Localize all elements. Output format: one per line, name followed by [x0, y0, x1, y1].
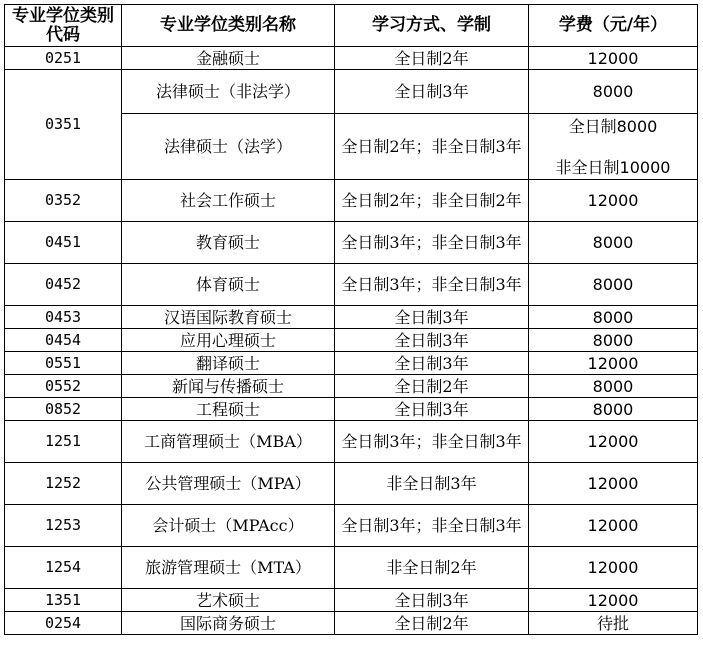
fee-parttime: 非全日制10000 [555, 157, 671, 177]
header-fee: 学费（元/年） [529, 5, 698, 47]
code-cell: 1254 [5, 547, 122, 589]
mode-cell: 全日制2年 [335, 612, 529, 635]
mode-cell: 全日制3年 [335, 398, 529, 421]
table-row [5, 463, 698, 505]
fee-cell: 12000 [529, 421, 698, 463]
mode-cell: 全日制3年 [335, 589, 529, 612]
code-cell: 1251 [5, 421, 122, 463]
code-cell: 0454 [5, 329, 122, 352]
fee-cell: 12000 [529, 180, 698, 222]
mode-cell: 全日制3年 [335, 352, 529, 375]
table-row [5, 329, 698, 352]
name-cell: 金融硕士 [122, 47, 335, 70]
name-cell: 旅游管理硕士（MTA） [122, 547, 335, 589]
fee-cell: 12000 [529, 47, 698, 70]
table-row [5, 222, 698, 264]
mode-cell: 全日制3年；非全日制3年 [335, 505, 529, 547]
code-cell: 0552 [5, 375, 122, 398]
mode-cell: 全日制2年 [335, 375, 529, 398]
fee-fulltime: 全日制8000 [568, 116, 658, 136]
header-name: 专业学位类别名称 [122, 5, 335, 47]
table-row [5, 47, 698, 70]
fee-cell: 12000 [529, 547, 698, 589]
header-code: 专业学位类别代码 [5, 5, 122, 47]
mode-cell: 全日制2年；非全日制2年 [335, 180, 529, 222]
name-cell: 应用心理硕士 [122, 329, 335, 352]
fee-cell: 12000 [529, 463, 698, 505]
mode-cell: 非全日制3年 [335, 463, 529, 505]
fee-cell: 8000 [529, 329, 698, 352]
header-mode: 学习方式、学制 [335, 5, 529, 47]
table-row [5, 589, 698, 612]
mode-cell: 非全日制2年 [335, 547, 529, 589]
mode-cell: 全日制3年 [335, 70, 529, 114]
fee-cell: 8000 [529, 306, 698, 329]
name-cell: 法律硕士（非法学） [122, 70, 335, 114]
table-row [5, 306, 698, 329]
name-cell: 艺术硕士 [122, 589, 335, 612]
mode-cell: 全日制2年；非全日制3年 [335, 114, 529, 180]
code-cell: 0251 [5, 47, 122, 70]
name-cell: 社会工作硕士 [122, 180, 335, 222]
name-cell: 教育硕士 [122, 222, 335, 264]
name-cell: 翻译硕士 [122, 352, 335, 375]
fee-cell: 12000 [529, 352, 698, 375]
code-cell: 1252 [5, 463, 122, 505]
name-cell: 工商管理硕士（MBA） [122, 421, 335, 463]
fee-cell: 8000 [529, 264, 698, 306]
fee-cell: 12000 [529, 505, 698, 547]
mode-cell: 全日制3年 [335, 306, 529, 329]
code-cell: 0452 [5, 264, 122, 306]
mode-cell: 全日制3年；非全日制3年 [335, 421, 529, 463]
fee-cell: 8000 [529, 70, 698, 114]
table-row [5, 375, 698, 398]
header-row [5, 5, 698, 47]
table-row [5, 421, 698, 463]
name-cell: 工程硕士 [122, 398, 335, 421]
fee-cell [529, 114, 698, 180]
code-cell: 0852 [5, 398, 122, 421]
table-row [5, 70, 698, 114]
fee-cell: 8000 [529, 375, 698, 398]
mode-cell: 全日制3年 [335, 329, 529, 352]
name-cell: 汉语国际教育硕士 [122, 306, 335, 329]
name-cell: 新闻与传播硕士 [122, 375, 335, 398]
code-cell: 0351 [5, 70, 122, 180]
table-row [5, 352, 698, 375]
table-row [5, 180, 698, 222]
table-row [5, 505, 698, 547]
mode-cell: 全日制2年 [335, 47, 529, 70]
name-cell: 体育硕士 [122, 264, 335, 306]
mode-cell: 全日制3年；非全日制3年 [335, 222, 529, 264]
code-cell: 0451 [5, 222, 122, 264]
fee-cell: 8000 [529, 398, 698, 421]
table-row [5, 398, 698, 421]
code-cell: 1351 [5, 589, 122, 612]
fee-cell: 8000 [529, 222, 698, 264]
fee-cell: 待批 [529, 612, 698, 635]
code-cell: 0254 [5, 612, 122, 635]
table-row [5, 264, 698, 306]
code-cell: 0453 [5, 306, 122, 329]
tuition-table [4, 4, 698, 635]
table-row [5, 612, 698, 635]
code-cell: 0551 [5, 352, 122, 375]
fee-cell: 12000 [529, 589, 698, 612]
name-cell: 国际商务硕士 [122, 612, 335, 635]
name-cell: 法律硕士（法学） [122, 114, 335, 180]
name-cell: 会计硕士（MPAcc） [122, 505, 335, 547]
code-cell: 1253 [5, 505, 122, 547]
table-row [5, 547, 698, 589]
name-cell: 公共管理硕士（MPA） [122, 463, 335, 505]
mode-cell: 全日制3年；非全日制3年 [335, 264, 529, 306]
code-cell: 0352 [5, 180, 122, 222]
